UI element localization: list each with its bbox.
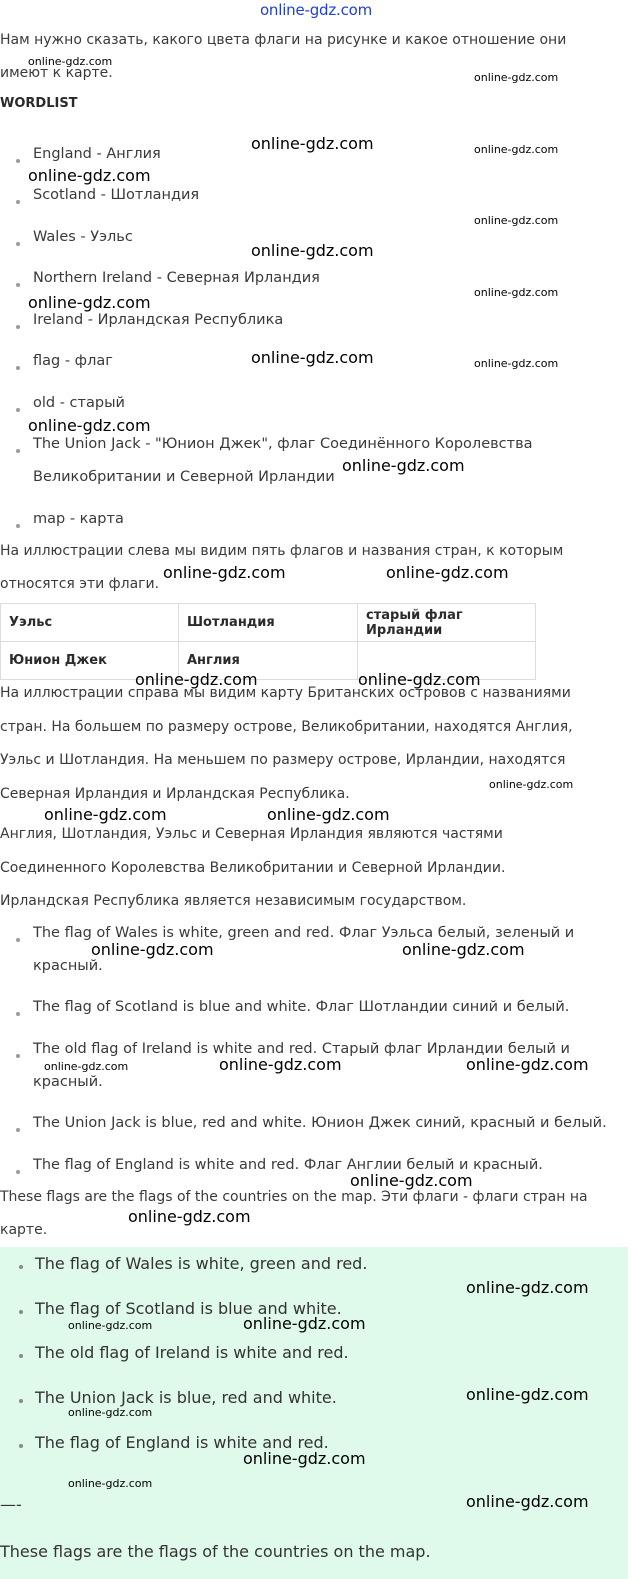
table-cell: Юнион Джек: [1, 642, 179, 680]
bullet-icon: [16, 325, 20, 329]
bullet-icon: [16, 283, 20, 287]
map-paragraph-line: Ирландская Республика является независимым государством.: [0, 893, 467, 909]
watermark: online-gdz.com: [28, 293, 151, 312]
watermark: online-gdz.com: [342, 456, 465, 475]
wordlist-item: Northern Ireland - Северная Ирландия: [33, 270, 320, 286]
watermark: online-gdz.com: [474, 214, 559, 227]
bullet-icon: [16, 366, 20, 370]
watermark: online-gdz.com: [350, 1171, 473, 1190]
watermark: online-gdz.com: [68, 1406, 153, 1419]
watermark: online-gdz.com: [466, 1055, 589, 1074]
bullet-icon: [16, 1170, 20, 1174]
watermark: online-gdz.com: [267, 805, 390, 824]
bullet-icon: [16, 524, 20, 528]
watermark: online-gdz.com: [251, 348, 374, 367]
wordlist-item: Wales - Уэльс: [33, 229, 133, 245]
watermark: online-gdz.com: [28, 55, 113, 68]
wordlist-item-continuation: Великобритании и Северной Ирландии: [33, 469, 335, 485]
bullet-icon: [19, 1310, 23, 1314]
final-answer-item: The Union Jack is blue, red and white.: [35, 1388, 337, 1407]
bullet-icon: [19, 1265, 23, 1269]
watermark: online-gdz.com: [44, 805, 167, 824]
flags-paragraph-line-2: относятся эти флаги.: [0, 576, 160, 592]
watermark: online-gdz.com: [219, 1055, 342, 1074]
intro-line-2: имеют к карте.: [0, 65, 113, 81]
final-answer-item: The old flag of Ireland is white and red.: [35, 1343, 349, 1362]
final-separator: —-: [0, 1495, 22, 1514]
bullet-icon: [16, 1054, 20, 1058]
intro-line-1: Нам нужно сказать, какого цвета флаги на рисунке и какое отношение они: [0, 32, 567, 48]
wordlist-item: map - карта: [33, 511, 124, 527]
answer-item: The Union Jack is blue, red and white. Юнион Джек синий, красный и белый.: [33, 1115, 607, 1131]
map-paragraph-line: Северная Ирландия и Ирландская Республика.: [0, 786, 350, 802]
conclusion-line-2: карте.: [0, 1222, 48, 1238]
table-cell: Шотландия: [179, 604, 358, 642]
bullet-icon: [19, 1354, 23, 1358]
watermark: online-gdz.com: [251, 241, 374, 260]
watermark: online-gdz.com: [466, 1385, 589, 1404]
answer-item-continuation: красный.: [33, 1074, 103, 1090]
watermark: online-gdz.com: [135, 670, 258, 689]
watermark: online-gdz.com: [466, 1492, 589, 1511]
bullet-icon: [16, 408, 20, 412]
wordlist-item: Ireland - Ирландская Республика: [33, 312, 284, 328]
map-paragraph-line: Англия, Шотландия, Уэльс и Северная Ирландия являются частями: [0, 826, 503, 842]
final-conclusion: These flags are the flags of the countries on the map.: [0, 1542, 431, 1561]
watermark: online-gdz.com: [474, 286, 559, 299]
watermark: online-gdz.com: [474, 143, 559, 156]
wordlist-item: flag - флаг: [33, 353, 113, 369]
table-row: [1, 604, 536, 642]
watermark: online-gdz.com: [128, 1207, 251, 1226]
map-paragraph-line: стран. На большем по размеру острове, Великобритании, находятся Англия,: [0, 719, 573, 735]
watermark: online-gdz.com: [163, 563, 286, 582]
map-paragraph-line: На иллюстрации справа мы видим карту Британских островов с названиями: [0, 685, 571, 701]
answer-item: The flag of England is white and red. Флаг Англии белый и красный.: [33, 1157, 543, 1173]
watermark: online-gdz.com: [466, 1278, 589, 1297]
bullet-icon: [19, 1444, 23, 1448]
answer-item: The flag of Scotland is blue and white. Флаг Шотландии синий и белый.: [33, 999, 570, 1015]
bullet-icon: [16, 449, 20, 453]
wordlist-item: England - Англия: [33, 146, 161, 162]
watermark: online-gdz.com: [28, 416, 151, 435]
conclusion-line-1: These flags are the flags of the countries on the map. Эти флаги - флаги стран на: [0, 1189, 588, 1205]
final-answer-item: The flag of Scotland is blue and white.: [35, 1299, 342, 1318]
bullet-icon: [16, 159, 20, 163]
wordlist-heading: WORDLIST: [0, 96, 78, 111]
watermark: online-gdz.com: [358, 670, 481, 689]
watermark: online-gdz.com: [28, 166, 151, 185]
wordlist-item: The Union Jack - "Юнион Джек", флаг Соединённого Королевства: [33, 436, 533, 452]
final-answer-item: The flag of Wales is white, green and red.: [35, 1254, 368, 1273]
watermark: online-gdz.com: [386, 563, 509, 582]
table-cell: Уэльс: [1, 604, 179, 642]
answer-item-continuation: красный.: [33, 958, 103, 974]
map-paragraph-line: Соединенного Королевства Великобритании и Северной Ирландии.: [0, 860, 506, 876]
answer-item: The old flag of Ireland is white and red. Старый флаг Ирландии белый и: [33, 1041, 570, 1057]
watermark: online-gdz.com: [402, 940, 525, 959]
watermark: online-gdz.com: [251, 134, 374, 153]
watermark: online-gdz.com: [243, 1314, 366, 1333]
answer-item: The flag of Wales is white, green and red. Флаг Уэльса белый, зеленый и: [33, 925, 575, 941]
flags-paragraph-line-1: На иллюстрации слева мы видим пять флагов и названия стран, к которым: [0, 543, 564, 559]
watermark: online-gdz.com: [91, 940, 214, 959]
wordlist-item: Scotland - Шотландия: [33, 187, 200, 203]
watermark: online-gdz.com: [68, 1477, 153, 1490]
bullet-icon: [16, 200, 20, 204]
flags-table: [0, 603, 536, 680]
watermark: online-gdz.com: [474, 357, 559, 370]
bullet-icon: [16, 938, 20, 942]
final-answer-item: The flag of England is white and red.: [35, 1433, 329, 1452]
table-cell: старый флаг Ирландии: [358, 604, 536, 642]
table-cell: Англия: [179, 642, 358, 680]
wordlist-item: old - старый: [33, 395, 125, 411]
watermark: online-gdz.com: [68, 1319, 153, 1332]
watermark: online-gdz.com: [44, 1060, 129, 1073]
watermark: online-gdz.com: [243, 1449, 366, 1468]
bullet-icon: [16, 242, 20, 246]
watermark: online-gdz.com: [474, 71, 559, 84]
bullet-icon: [19, 1399, 23, 1403]
map-paragraph-line: Уэльс и Шотландия. На меньшем по размеру острове, Ирландии, находятся: [0, 752, 566, 768]
site-header-logo[interactable]: online-gdz.com: [259, 1, 373, 19]
bullet-icon: [16, 1012, 20, 1016]
watermark: online-gdz.com: [489, 778, 574, 791]
bullet-icon: [16, 1128, 20, 1132]
